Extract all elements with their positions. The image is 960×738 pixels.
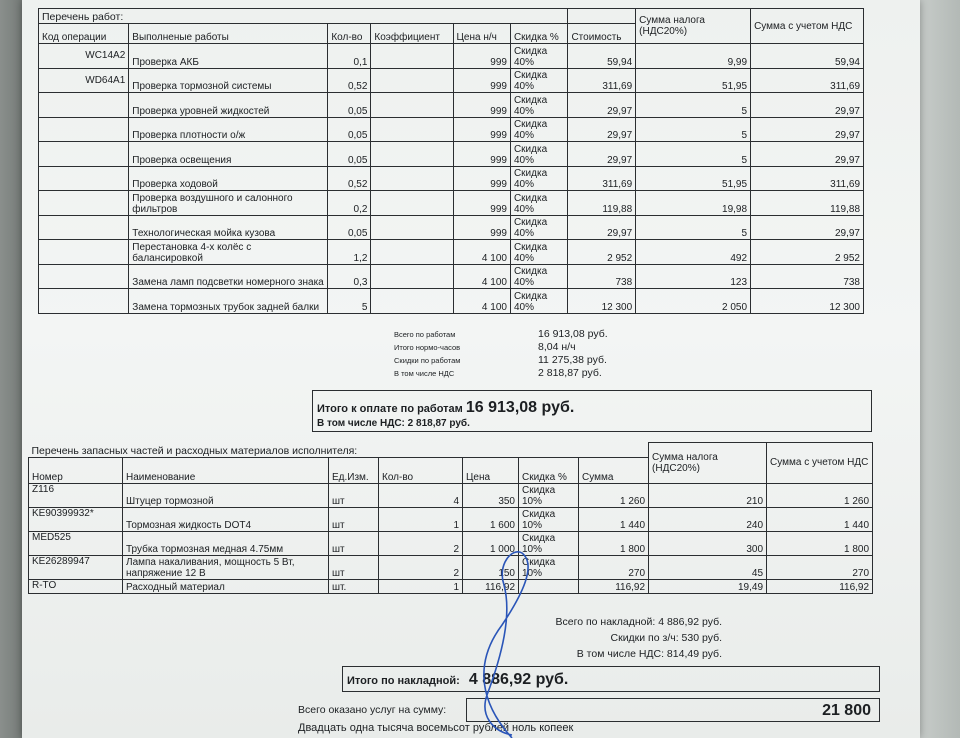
summary-value: 21 800 — [822, 702, 871, 719]
works-cell-qty: 0,1 — [328, 44, 371, 69]
works-cell-coef — [371, 191, 453, 216]
works-total-value: 2 818,87 руб. — [538, 367, 602, 379]
parts-total-discount: Скидки по з/ч: 530 руб. — [610, 632, 722, 644]
works-total-label: Итого нормо-часов — [394, 343, 461, 352]
works-row — [39, 264, 864, 289]
parts-cell-discount: Скидка 10% — [519, 507, 579, 531]
works-body — [39, 44, 864, 314]
works-cell-tax: 5 — [636, 142, 751, 167]
parts-pay-value: 4 886,92 руб. — [468, 671, 569, 688]
works-cell-discount: Скидка 40% — [510, 44, 567, 69]
works-cell-tax: 2 050 — [636, 289, 751, 314]
works-cell-price: 999 — [453, 166, 510, 191]
works-cell-code — [39, 191, 129, 216]
works-cell-name: Перестановка 4-х колёс с балансировкой — [129, 240, 328, 265]
works-cell-discount: Скидка 40% — [510, 68, 567, 93]
works-row — [39, 142, 864, 167]
works-row — [39, 289, 864, 314]
works-cell-price: 4 100 — [453, 289, 510, 314]
parts-cell-qty: 4 — [379, 483, 463, 507]
works-cell-code — [39, 117, 129, 142]
works-cell-discount: Скидка 40% — [510, 289, 567, 314]
parts-cell-name: Тормозная жидкость DOT4 — [123, 507, 329, 531]
works-cell-name: Замена тормозных трубок задней балки — [129, 289, 328, 314]
parts-cell-sum: 1 800 — [579, 531, 649, 555]
parts-totals — [492, 614, 722, 662]
parts-row — [29, 483, 873, 507]
works-cell-qty: 0,05 — [328, 93, 371, 118]
works-cell-qty: 5 — [328, 289, 371, 314]
parts-cell-sum: 1 440 — [579, 507, 649, 531]
parts-cell-price: 1 600 — [463, 507, 519, 531]
works-row — [39, 191, 864, 216]
parts-cell-sum: 270 — [579, 555, 649, 579]
works-cell-name: Проверка освещения — [129, 142, 328, 167]
parts-cell-tax: 19,49 — [649, 579, 767, 593]
works-cell-discount: Скидка 40% — [510, 240, 567, 265]
works-total-row — [394, 367, 674, 380]
works-cell-coef — [371, 142, 453, 167]
works-pay-value: 16 913,08 руб. — [465, 399, 575, 416]
works-cell-discount: Скидка 40% — [510, 191, 567, 216]
parts-header-sum: Сумма — [579, 457, 649, 483]
parts-cell-qty: 2 — [379, 531, 463, 555]
works-cell-total: 29,97 — [751, 215, 864, 240]
parts-cell-unit: шт. — [329, 579, 379, 593]
parts-cell-total: 1 440 — [767, 507, 873, 531]
works-header-cost: Стоимость — [568, 24, 636, 44]
works-row — [39, 166, 864, 191]
works-cell-total: 59,94 — [751, 44, 864, 69]
works-cell-coef — [371, 289, 453, 314]
works-cell-code — [39, 289, 129, 314]
parts-cell-sum: 116,92 — [579, 579, 649, 593]
parts-cell-num: Z116 — [29, 483, 123, 507]
works-cell-discount: Скидка 40% — [510, 142, 567, 167]
parts-cell-price: 116,92 — [463, 579, 519, 593]
parts-header-price: Цена — [463, 457, 519, 483]
works-totals — [394, 328, 674, 380]
works-cell-cost: 59,94 — [568, 44, 636, 69]
works-total-value: 11 275,38 руб. — [538, 354, 607, 366]
works-cell-name: Замена ламп подсветки номерного знака — [129, 264, 328, 289]
parts-cell-name: Трубка тормозная медная 4.75мм — [123, 531, 329, 555]
parts-header-unit: Ед.Изм. — [329, 457, 379, 483]
works-cell-qty: 0,52 — [328, 166, 371, 191]
works-cell-coef — [371, 117, 453, 142]
works-cell-discount: Скидка 40% — [510, 215, 567, 240]
works-cell-cost: 29,97 — [568, 117, 636, 142]
works-cell-discount: Скидка 40% — [510, 93, 567, 118]
works-row — [39, 44, 864, 69]
works-row — [39, 215, 864, 240]
works-cell-cost: 2 952 — [568, 240, 636, 265]
parts-cell-sum: 1 260 — [579, 483, 649, 507]
works-cell-coef — [371, 264, 453, 289]
works-row — [39, 93, 864, 118]
works-cell-total: 29,97 — [751, 93, 864, 118]
works-header-price: Цена н/ч — [453, 24, 510, 44]
works-cell-tax: 9,99 — [636, 44, 751, 69]
works-cell-price: 999 — [453, 191, 510, 216]
works-cell-tax: 5 — [636, 117, 751, 142]
works-header-tax: Сумма налога (НДС20%) — [636, 9, 751, 44]
works-cell-cost: 29,97 — [568, 93, 636, 118]
works-cell-price: 999 — [453, 142, 510, 167]
works-header-qty: Кол-во — [328, 24, 371, 44]
works-cell-name: Проверка воздушного и салонного фильтров — [129, 191, 328, 216]
works-cell-discount: Скидка 40% — [510, 166, 567, 191]
parts-cell-num: KE26289947 — [29, 555, 123, 579]
works-cell-cost: 12 300 — [568, 289, 636, 314]
works-cell-cost: 738 — [568, 264, 636, 289]
parts-cell-unit: шт — [329, 531, 379, 555]
parts-cell-unit: шт — [329, 483, 379, 507]
works-row — [39, 240, 864, 265]
works-cell-total: 29,97 — [751, 142, 864, 167]
parts-table — [28, 442, 873, 594]
summary-label: Всего оказано услуг на сумму: — [298, 704, 447, 716]
works-cell-qty: 0,05 — [328, 215, 371, 240]
parts-cell-total: 270 — [767, 555, 873, 579]
parts-header-qty: Кол-во — [379, 457, 463, 483]
works-cell-price: 999 — [453, 68, 510, 93]
works-pay-box — [312, 390, 872, 432]
works-cell-code — [39, 264, 129, 289]
summary-box — [466, 698, 880, 722]
parts-cell-discount — [519, 579, 579, 593]
works-cell-tax: 19,98 — [636, 191, 751, 216]
parts-row — [29, 531, 873, 555]
parts-cell-price: 350 — [463, 483, 519, 507]
works-cell-total: 119,88 — [751, 191, 864, 216]
parts-cell-qty: 2 — [379, 555, 463, 579]
works-table — [38, 8, 864, 314]
works-cell-name: Проверка АКБ — [129, 44, 328, 69]
works-cell-tax: 5 — [636, 93, 751, 118]
parts-cell-price: 150 — [463, 555, 519, 579]
works-header-name: Выполненые работы — [129, 24, 328, 44]
parts-row — [29, 507, 873, 531]
works-cell-qty: 0,2 — [328, 191, 371, 216]
works-total-row — [394, 354, 674, 367]
works-cell-tax: 492 — [636, 240, 751, 265]
parts-cell-total: 1 260 — [767, 483, 873, 507]
works-header-total: Сумма с учетом НДС — [751, 9, 864, 44]
works-cell-price: 999 — [453, 117, 510, 142]
parts-pay-label: Итого по накладной: — [347, 675, 460, 687]
parts-cell-price: 1 000 — [463, 531, 519, 555]
works-cell-cost: 311,69 — [568, 68, 636, 93]
parts-cell-discount: Скидка 10% — [519, 483, 579, 507]
works-cell-price: 999 — [453, 215, 510, 240]
works-total-value: 8,04 н/ч — [538, 341, 576, 353]
works-cell-tax: 51,95 — [636, 68, 751, 93]
parts-cell-qty: 1 — [379, 579, 463, 593]
works-cell-name: Проверка ходовой — [129, 166, 328, 191]
parts-cell-tax: 240 — [649, 507, 767, 531]
parts-cell-tax: 210 — [649, 483, 767, 507]
parts-header-num: Номер — [29, 457, 123, 483]
works-vat-line: В том числе НДС: 2 818,87 руб. — [317, 418, 470, 429]
works-total-label: Всего по работам — [394, 330, 456, 339]
parts-row — [29, 555, 873, 579]
works-cell-cost: 119,88 — [568, 191, 636, 216]
parts-total-all: Всего по накладной: 4 886,92 руб. — [555, 616, 722, 628]
works-cell-code: WC14A2 — [39, 44, 129, 69]
works-cell-cost: 29,97 — [568, 215, 636, 240]
parts-cell-discount: Скидка 10% — [519, 531, 579, 555]
works-cell-cost: 29,97 — [568, 142, 636, 167]
parts-cell-name: Расходный материал — [123, 579, 329, 593]
parts-cell-num: MED525 — [29, 531, 123, 555]
parts-body — [29, 483, 873, 593]
parts-header-discount: Скидка % — [519, 457, 579, 483]
works-total-label: Скидки по работам — [394, 356, 461, 365]
works-cell-coef — [371, 93, 453, 118]
works-cell-tax: 51,95 — [636, 166, 751, 191]
parts-cell-num: KE90399932* — [29, 507, 123, 531]
works-cell-name: Проверка уровней жидкостей — [129, 93, 328, 118]
parts-cell-total: 116,92 — [767, 579, 873, 593]
works-cell-coef — [371, 44, 453, 69]
works-cell-qty: 0,52 — [328, 68, 371, 93]
works-cell-total: 2 952 — [751, 240, 864, 265]
works-cell-coef — [371, 166, 453, 191]
works-cell-total: 738 — [751, 264, 864, 289]
parts-header-name: Наименование — [123, 457, 329, 483]
works-cell-code — [39, 166, 129, 191]
summary-words: Двадцать одна тысяча восемьсот рублей ноль копеек — [298, 722, 574, 734]
parts-cell-tax: 45 — [649, 555, 767, 579]
parts-cell-name: Штуцер тормозной — [123, 483, 329, 507]
works-total-row — [394, 328, 674, 341]
parts-cell-unit: шт — [329, 507, 379, 531]
parts-total-vat: В том числе НДС: 814,49 руб. — [576, 648, 722, 660]
works-cell-total: 29,97 — [751, 117, 864, 142]
works-header-discount: Скидка % — [510, 24, 567, 44]
works-cell-tax: 5 — [636, 215, 751, 240]
works-cell-qty: 0,05 — [328, 142, 371, 167]
works-cell-qty: 0,05 — [328, 117, 371, 142]
parts-cell-discount: Скидка 10% — [519, 555, 579, 579]
works-total-row — [394, 341, 674, 354]
works-header-code: Код операции — [39, 24, 129, 44]
works-cell-code — [39, 142, 129, 167]
works-cell-price: 999 — [453, 93, 510, 118]
works-cell-code — [39, 240, 129, 265]
works-total-label: В том числе НДС — [394, 369, 455, 378]
works-pay-label: Итого к оплате по работам — [317, 403, 463, 415]
works-row — [39, 68, 864, 93]
works-cell-qty: 1,2 — [328, 240, 371, 265]
parts-cell-tax: 300 — [649, 531, 767, 555]
parts-cell-qty: 1 — [379, 507, 463, 531]
works-cell-coef — [371, 68, 453, 93]
works-caption: Перечень работ: — [39, 9, 568, 24]
works-cell-total: 311,69 — [751, 68, 864, 93]
works-header-coef: Коэффициент — [371, 24, 453, 44]
works-cell-price: 4 100 — [453, 264, 510, 289]
works-cell-price: 999 — [453, 44, 510, 69]
parts-header-total: Сумма с учетом НДС — [767, 443, 873, 484]
parts-row — [29, 579, 873, 593]
works-cell-code — [39, 93, 129, 118]
works-cell-coef — [371, 240, 453, 265]
invoice-sheet — [22, 0, 920, 738]
works-cell-code: WD64A1 — [39, 68, 129, 93]
works-cell-total: 311,69 — [751, 166, 864, 191]
works-cell-name: Проверка тормозной системы — [129, 68, 328, 93]
works-cell-qty: 0,3 — [328, 264, 371, 289]
works-cell-name: Проверка плотности о/ж — [129, 117, 328, 142]
works-total-value: 16 913,08 руб. — [538, 328, 608, 340]
works-cell-discount: Скидка 40% — [510, 117, 567, 142]
parts-pay-box — [342, 666, 880, 692]
works-cell-discount: Скидка 40% — [510, 264, 567, 289]
parts-cell-name: Лампа накаливания, мощность 5 Вт, напряжение 12 В — [123, 555, 329, 579]
works-cell-price: 4 100 — [453, 240, 510, 265]
works-cell-name: Технологическая мойка кузова — [129, 215, 328, 240]
works-cell-cost: 311,69 — [568, 166, 636, 191]
parts-cell-num: R-TO — [29, 579, 123, 593]
works-row — [39, 117, 864, 142]
works-cell-tax: 123 — [636, 264, 751, 289]
works-cell-total: 12 300 — [751, 289, 864, 314]
parts-caption: Перечень запасных частей и расходных материалов исполнителя: — [29, 443, 579, 458]
parts-header-tax: Сумма налога (НДС20%) — [649, 443, 767, 484]
works-cell-coef — [371, 215, 453, 240]
works-cell-code — [39, 215, 129, 240]
parts-cell-unit: шт — [329, 555, 379, 579]
parts-cell-total: 1 800 — [767, 531, 873, 555]
